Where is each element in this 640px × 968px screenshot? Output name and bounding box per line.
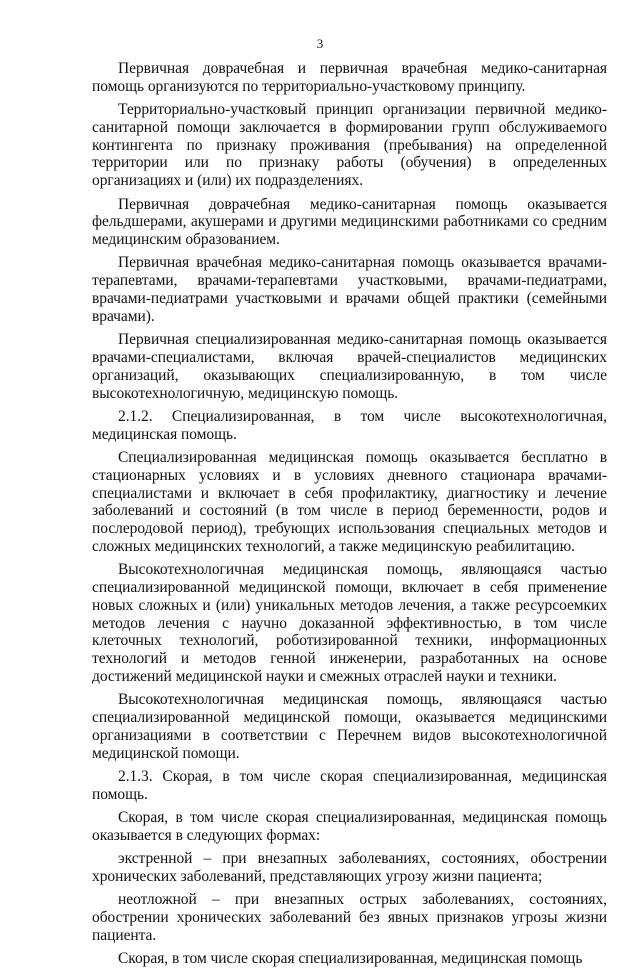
paragraph-specialized-primary-care: Первичная специализированная медико-санитарная помощь оказывается врачами-специалистами, включая врачей-специалистов медицинских организаций, оказывающих специализированную, в том числе высокотехнологичную, медицинскую помощь. (92, 331, 607, 402)
paragraph-emergency-care-continued: Скорая, в том числе скорая специализированная, медицинская помощь (118, 950, 583, 968)
page-number: 3 (316, 36, 324, 51)
paragraph-emergency-form: экстренной – при внезапных заболеваниях, состояниях, обострении хронических заболеваний, представляющих угрозу жизни пациента; (92, 850, 607, 885)
paragraph-emergency-care-forms: Скорая, в том числе скорая специализированная, медицинская помощь оказывается в следующих формах: (92, 809, 607, 844)
paragraph-high-tech-care-definition: Высокотехнологичная медицинская помощь, являющаяся частью специализированной медицинской помощи, включает в себя применение новых сложных и (или) уникальных методов лечения, а также ресурсоемких методов лечения с научно доказанной эффективностью, в том числе клеточных технологий, роботизированной техники, информационных технологий и методов генной инженерии, разработанных на основе достижений медицинской науки и смежных отраслей науки и техники. (92, 561, 607, 685)
body-text (92, 60, 607, 968)
paragraph-primary-care-organization: Первичная доврачебная и первичная врачебная медико-санитарная помощь организуются по территориально-участковому принципу. (92, 60, 607, 95)
paragraph-specialized-care: Специализированная медицинская помощь оказывается бесплатно в стационарных условиях и в условиях дневного стационара врачами-специалистами и включает в себя профилактику, диагностику и лечение заболеваний и состояний (в том числе в период беременности, родов и послеродовой период), требующих использования специальных методов и сложных медицинских технологий, а также медицинскую реабилитацию. (92, 448, 607, 555)
paragraph-pre-physician-care: Первичная доврачебная медико-санитарная помощь оказывается фельдшерами, акушерами и другими медицинскими работниками со средним медицинским образованием. (92, 195, 607, 249)
paragraph-physician-care: Первичная врачебная медико-санитарная помощь оказывается врачами-терапевтами, врачами-терапевтами участковыми, врачами-педиатрами, врачами-педиатрами участковыми и врачами общей практики (семейными врачами). (92, 254, 607, 325)
section-heading-2-1-3: 2.1.3. Скорая, в том числе скорая специализированная, медицинская помощь. (92, 767, 607, 803)
paragraph-territorial-principle: Территориально-участковый принцип организации первичной медико-санитарной помощи заключается в формировании групп обслуживаемого контингента по признаку проживания (пребывания) на определенной территории или по признаку работы (обучения) в определенных организациях и (или) их подразделениях. (92, 101, 607, 190)
section-heading-2-1-2: 2.1.2. Специализированная, в том числе высокотехнологичная, медицинская помощь. (92, 407, 607, 443)
paragraph-high-tech-care-provision: Высокотехнологичная медицинская помощь, являющаяся частью специализированной медицинской помощи, оказывается медицинскими организациями в соответствии с Перечнем видов высокотехнологичной медицинской помощи. (92, 691, 607, 762)
paragraph-urgent-form: неотложной – при внезапных острых заболеваниях, состояниях, обострении хронических заболеваний без явных признаков угрозы жизни пациента. (92, 891, 607, 944)
